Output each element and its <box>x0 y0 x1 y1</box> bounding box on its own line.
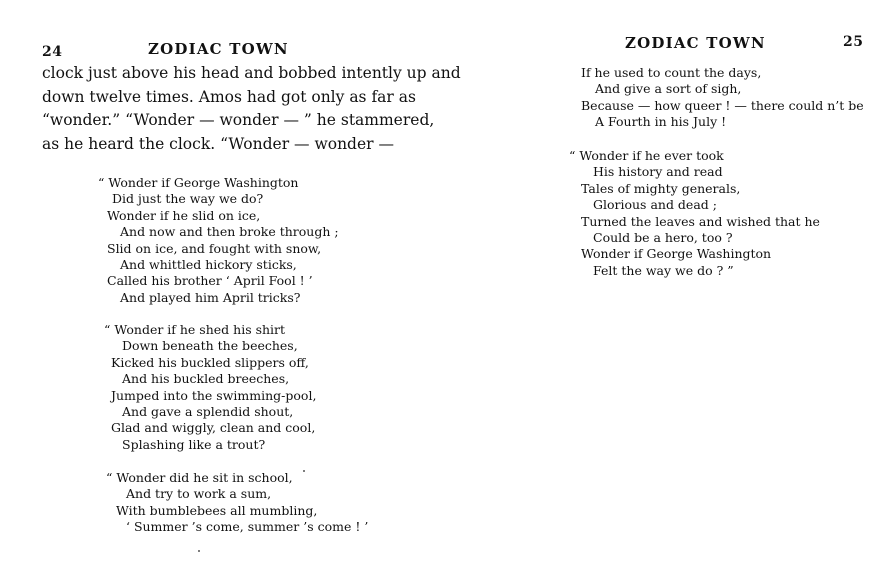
verse-line: Wonder if he slid on ice, <box>107 207 261 223</box>
prose-line: as he heard the clock. “Wonder — wonder — <box>42 134 394 153</box>
verse-line: And whittled hickory sticks, <box>120 257 297 273</box>
verse-line: Called his brother ‘ April Fool ! ’ <box>107 273 313 289</box>
verse-line: Down beneath the beeches, <box>122 338 298 354</box>
verse-line: If he used to count the days, <box>581 65 762 80</box>
stanza-5 <box>569 148 820 279</box>
verse-line: “ Wonder if he shed his shirt <box>104 322 286 337</box>
verse-line: A Fourth in his July ! <box>595 114 727 130</box>
running-head-left: ZODIAC TOWN <box>148 40 289 58</box>
stanza-3 <box>106 470 368 536</box>
verse-line: And give a sort of sigh, <box>595 81 742 97</box>
verse-line: Could be a hero, too ? <box>593 230 733 246</box>
prose-line: down twelve times. Amos had got only as far as <box>42 87 416 106</box>
prose-line: “wonder.” “Wonder — wonder — ” he stammered, <box>42 111 435 129</box>
verse-line: And gave a splendid shout, <box>122 404 294 420</box>
page-number-right: 25 <box>843 34 864 50</box>
verse-line: With bumblebees all mumbling, <box>116 502 318 518</box>
verse-line: ‘ Summer ’s come, summer ’s come ! ’ <box>126 519 369 535</box>
verse-line: “ Wonder if George Washington <box>98 175 299 190</box>
verse-line: Wonder if George Washington <box>581 246 772 262</box>
verse-line: Splashing like a trout? <box>122 436 266 452</box>
page-number-left: 24 <box>42 44 63 60</box>
prose-paragraph <box>42 62 461 156</box>
verse-line: Did just the way we do? <box>112 191 264 207</box>
running-head-right: ZODIAC TOWN <box>625 34 766 52</box>
verse-line: Tales of mighty generals, <box>581 180 741 196</box>
verse-line: Felt the way we do ? ” <box>593 262 734 278</box>
prose-line: clock just above his head and bobbed intently up and <box>42 64 461 82</box>
stanza-4 <box>581 65 864 131</box>
verse-line: Kicked his buckled slippers off, <box>111 354 309 370</box>
verse-line: His history and read <box>593 164 723 180</box>
verse-line: Jumped into the swimming-pool, <box>111 387 317 403</box>
verse-line: Turned the leaves and wished that he <box>581 213 820 229</box>
verse-line: And try to work a sum, <box>126 486 272 502</box>
verse-line: Slid on ice, and fought with snow, <box>107 240 322 256</box>
right-page <box>447 0 894 567</box>
verse-line: “ Wonder did he sit in school, <box>106 470 293 485</box>
verse-line: Glorious and dead ; <box>593 197 717 213</box>
verse-line: And now and then broke through ; <box>120 224 339 240</box>
print-speck <box>303 470 305 472</box>
verse-line: And played him April tricks? <box>120 289 301 305</box>
verse-line: “ Wonder if he ever took <box>569 148 724 163</box>
stanza-2 <box>104 322 316 453</box>
verse-line: Because — how queer ! — there could n’t be <box>581 97 864 113</box>
stanza-1 <box>98 175 339 306</box>
print-speck <box>198 550 200 552</box>
verse-line: And his buckled breeches, <box>122 371 290 387</box>
verse-line: Glad and wiggly, clean and cool, <box>111 420 316 436</box>
